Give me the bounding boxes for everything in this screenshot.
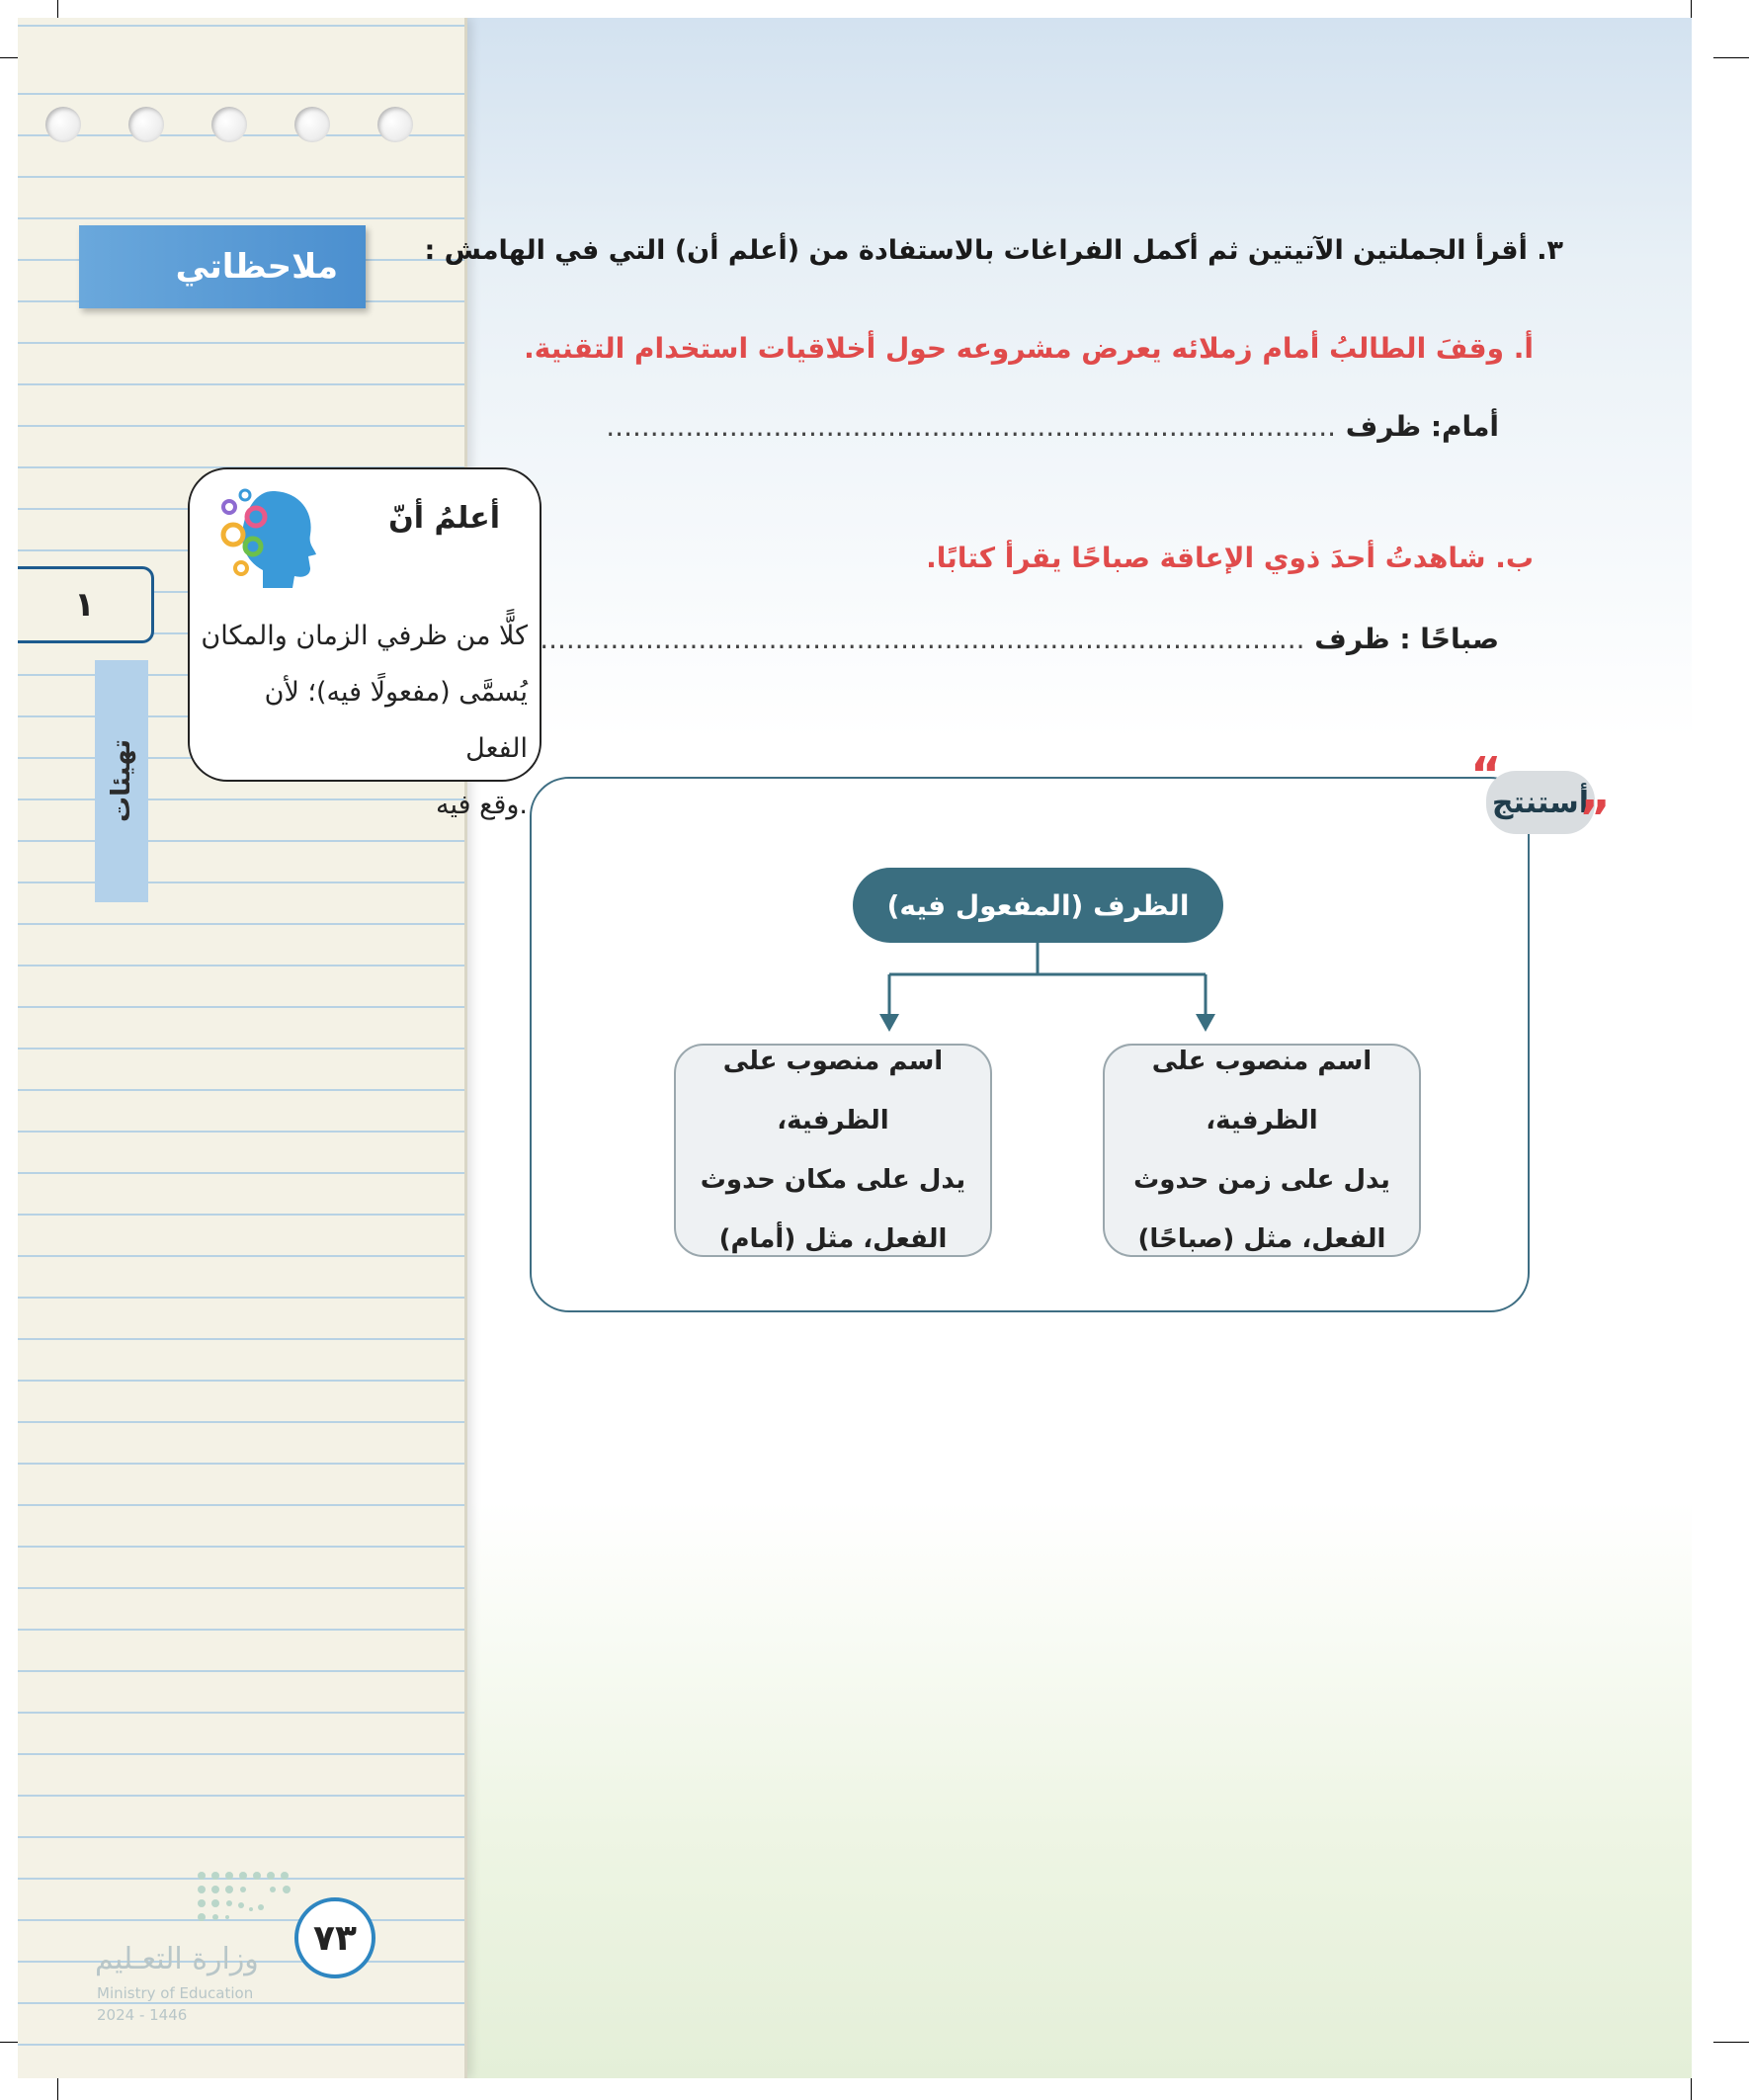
section-tab-label: تهيئات <box>107 739 136 823</box>
node-line: الفعل، مثل (أمام) <box>718 1224 948 1254</box>
node-line: اسم منصوب على الظرفية، <box>1151 1047 1373 1135</box>
know-that-line: وقع فيه. <box>435 790 528 820</box>
diagram-root: الظرف (المفعول فيه) <box>853 868 1223 943</box>
quote-close-icon: ” <box>1579 791 1611 846</box>
node-line: اسم منصوب على الظرفية، <box>722 1047 944 1135</box>
know-that-line: كلًّا من ظرفي الزمان والمكان <box>201 621 528 651</box>
textbook-page <box>18 18 1692 2078</box>
edition-year: 2024 - 1446 <box>97 2006 188 2024</box>
arrow-down-icon <box>1196 1014 1215 1032</box>
quote-open-icon: “ <box>1470 747 1502 802</box>
ministry-name-ar: وزارة التعـليم <box>95 1942 259 1976</box>
answer-a-label: أمام: ظرف <box>1345 410 1499 443</box>
ministry-name-en: Ministry of Education <box>97 1984 254 2002</box>
notes-title: ملاحظاتي <box>79 225 366 308</box>
conclude-tag: أستنتج <box>1486 771 1595 834</box>
arrow-down-icon <box>879 1014 899 1032</box>
answer-b-label: صباحًا : ظرف <box>1314 623 1499 655</box>
diagram-node-time <box>1103 1044 1421 1257</box>
know-that-line: يُسمَّى (مفعولًا فيه)؛ لأن الفعل <box>264 677 528 764</box>
page-number: ٧٣ <box>294 1897 375 1978</box>
diagram-node-place <box>674 1044 992 1257</box>
node-line: الفعل، مثل (صباحًا) <box>1137 1224 1386 1254</box>
answer-b-blank[interactable]: ....................................................................................... <box>540 623 1305 655</box>
answer-a-blank[interactable]: ................................................................................... <box>606 410 1337 443</box>
node-line: يدل على مكان حدوث <box>700 1165 966 1195</box>
node-line: يدل على زمن حدوث <box>1133 1165 1390 1195</box>
unit-number: ١ <box>18 566 154 643</box>
sentence-b: ب. شاهدتُ أحدَ ذوي الإعاقة صباحًا يقرأ كتابًا. <box>926 542 1534 574</box>
sentence-a: أ. وقفَ الطالبُ أمام زملائه يعرض مشروعه حول أخلاقيات استخدام التقنية. <box>524 332 1534 365</box>
know-that-title: أعلمُ أنّ <box>388 501 500 536</box>
question-title: ٣. أقرأ الجملتين الآتيتين ثم أكمل الفراغات بالاستفادة من (أعلم أن) التي في الهامش : <box>424 235 1563 266</box>
